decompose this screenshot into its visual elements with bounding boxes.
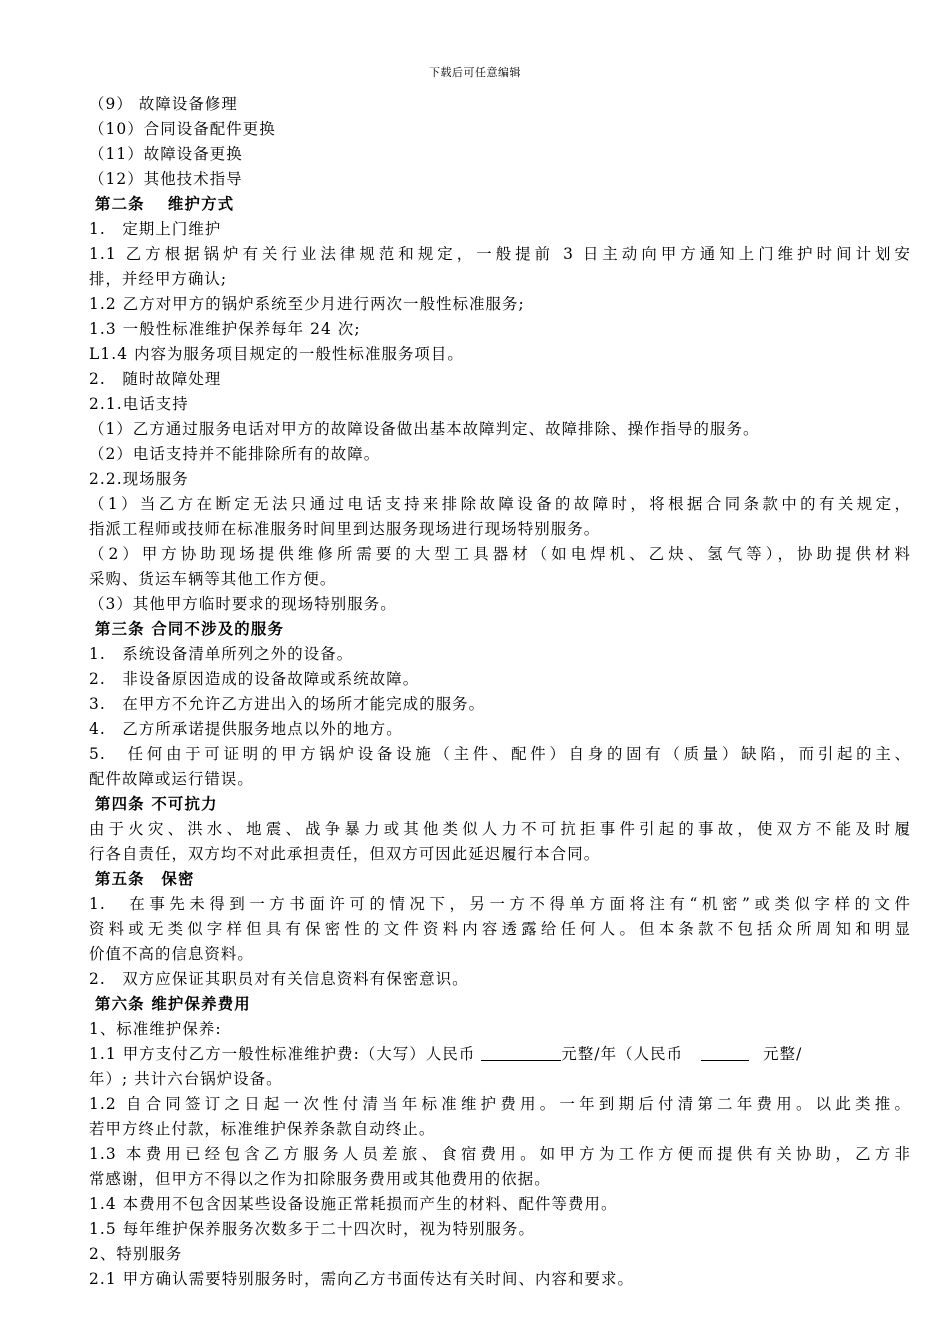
page-header-note: 下载后可任意编辑 xyxy=(429,66,521,79)
text-line: 由于火灾、洪水、地震、战争暴力或其他类似人力不可抗拒事件引起的事故，使双方不能及时履 xyxy=(89,820,911,838)
text-line: （3）其他甲方临时要求的现场特别服务。 xyxy=(89,595,397,613)
text-line: L1.4 内容为服务项目规定的一般性标准服务项目。 xyxy=(89,345,464,363)
text-line: （12）其他技术指导 xyxy=(89,170,243,188)
text-line: 1.1 乙方根据锅炉有关行业法律规范和规定，一般提前 3 日主动向甲方通知上门维护时间计划安 xyxy=(89,245,911,263)
text-line: （9） 故障设备修理 xyxy=(89,95,238,113)
text-line: 1. 系统设备清单所列之外的设备。 xyxy=(89,645,354,663)
text-line: 1. 在事先未得到一方书面许可的情况下，另一方不得单方面将注有“机密”或类似字样的文件 xyxy=(89,895,911,913)
section-heading: 第六条 维护保养费用 xyxy=(95,995,251,1013)
text-line: 2. 双方应保证其职员对有关信息资料有保密意识。 xyxy=(89,970,469,988)
text-line: （11）故障设备更换 xyxy=(89,145,243,163)
text-line: 配件故障或运行错误。 xyxy=(89,770,254,788)
text-line: （1）当乙方在断定无法只通过电话支持来排除故障设备的故障时，将根据合同条款中的有关规定， xyxy=(89,495,911,513)
text-line: 1.4 本费用不包含因某些设备设施正常耗损而产生的材料、配件等费用。 xyxy=(89,1195,618,1213)
text-line: 资料或无类似字样但具有保密性的文件资料内容透露给任何人。但本条款不包括众所周知和明显 xyxy=(89,920,911,938)
text-line: （1）乙方通过服务电话对甲方的故障设备做出基本故障判定、故障排除、操作指导的服务。 xyxy=(89,420,760,438)
text-line: 1. 定期上门维护 xyxy=(89,220,222,238)
section-heading: 第五条 保密 xyxy=(95,870,195,888)
text-line: 指派工程师或技师在标准服务时间里到达服务现场进行现场特别服务。 xyxy=(89,520,601,538)
text-line: 2、特别服务 xyxy=(89,1245,183,1263)
text-line: 1.2 自合同签订之日起一次性付清当年标准维护费用。一年到期后付清第二年费用。以此类推。 xyxy=(89,1095,911,1113)
text-line: 1、标准维护保养: xyxy=(89,1020,222,1038)
text-line: 采购、货运车辆等其他工作方便。 xyxy=(89,570,337,588)
text-line: （10）合同设备配件更换 xyxy=(89,120,276,138)
amount-blank-field xyxy=(701,1044,749,1061)
text-line: 3. 在甲方不允许乙方进出入的场所才能完成的服务。 xyxy=(89,695,486,713)
text-line xyxy=(89,1042,911,1067)
text-line: 2. 非设备原因造成的设备故障或系统故障。 xyxy=(89,670,420,688)
text-line: 2. 随时故障处理 xyxy=(89,370,222,388)
text-line: 4. 乙方所承诺提供服务地点以外的地方。 xyxy=(89,720,403,738)
text-line: 排，并经甲方确认; xyxy=(89,270,228,288)
text-line: 5. 任何由于可证明的甲方锅炉设备设施（主件、配件）自身的固有（质量）缺陷，而引起的主、 xyxy=(89,745,911,763)
text-line: 价值不高的信息资料。 xyxy=(89,945,254,963)
line-text: 元整/年（人民币 xyxy=(561,1045,684,1063)
text-line: 行各自责任，双方均不对此承担责任，但双方可因此延迟履行本合同。 xyxy=(89,845,601,863)
text-line: 1.2 乙方对甲方的锅炉系统至少月进行两次一般性标准服务; xyxy=(89,295,525,313)
text-line: 常感谢，但甲方不得以之作为扣除服务费用或其他费用的依据。 xyxy=(89,1170,551,1188)
section-heading: 第四条 不可抗力 xyxy=(95,795,218,813)
text-line: 2.2.现场服务 xyxy=(89,470,189,488)
line-text: 元整/ xyxy=(763,1045,803,1063)
text-line: 2.1.电话支持 xyxy=(89,395,189,413)
text-line: （2）甲方协助现场提供维修所需要的大型工具器材（如电焊机、乙炔、氢气等），协助提供材料 xyxy=(89,545,911,563)
text-line: 2.1 甲方确认需要特别服务时，需向乙方书面传达有关时间、内容和要求。 xyxy=(89,1270,634,1288)
section-heading: 第三条 合同不涉及的服务 xyxy=(95,620,285,638)
amount-blank-field xyxy=(481,1044,561,1061)
text-line: 年）; 共计六台锅炉设备。 xyxy=(89,1070,283,1088)
text-line: 若甲方终止付款，标准维护保养条款自动终止。 xyxy=(89,1120,436,1138)
text-line: 1.3 本费用已经包含乙方服务人员差旅、食宿费用。如甲方为工作方便而提供有关协助，乙方非 xyxy=(89,1145,911,1163)
text-line: 1.3 一般性标准维护保养每年 24 次; xyxy=(89,320,361,338)
text-line: （2）电话支持并不能排除所有的故障。 xyxy=(89,445,381,463)
text-line: 1.5 每年维护保养服务次数多于二十四次时，视为特别服务。 xyxy=(89,1220,536,1238)
document-body xyxy=(89,92,911,1292)
section-heading: 第二条 维护方式 xyxy=(95,195,235,213)
line-text: 1.1 甲方支付乙方一般性标准维护费:（大写）人民币 xyxy=(89,1045,476,1063)
